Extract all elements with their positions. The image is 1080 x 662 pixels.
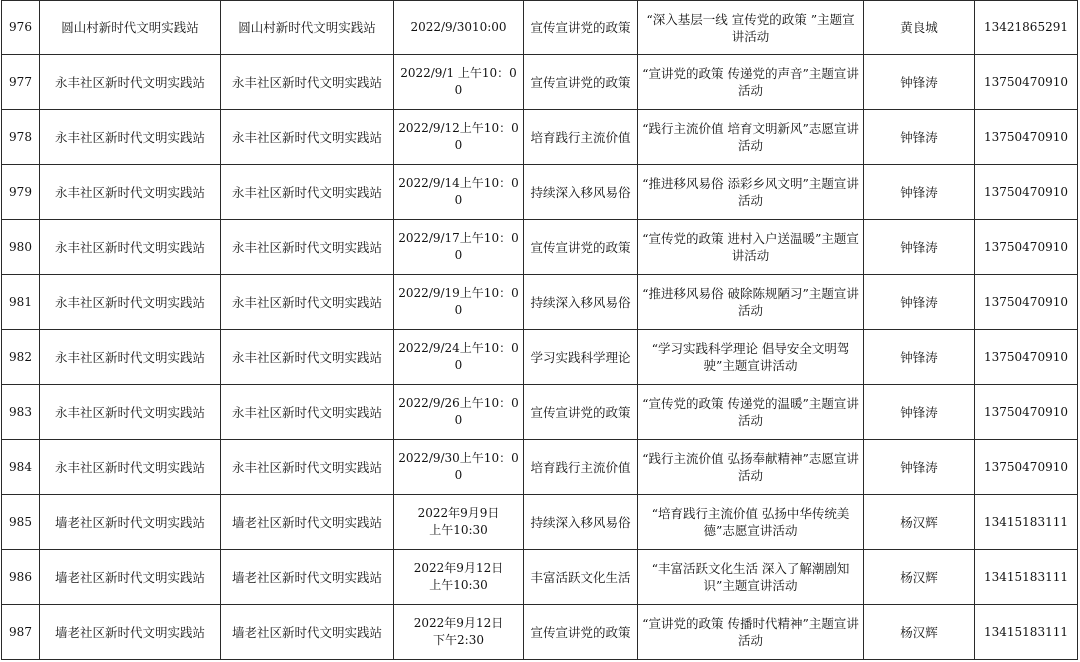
- table-row: [2, 110, 1078, 165]
- cell-station: 永丰社区新时代文明实践站: [40, 385, 221, 440]
- table-row: [2, 165, 1078, 220]
- cell-venue: 墙老社区新时代文明实践站: [221, 495, 394, 550]
- cell-time: [394, 220, 524, 275]
- cell-phone: 13750470910: [975, 110, 1078, 165]
- cell-station: 永丰社区新时代文明实践站: [40, 275, 221, 330]
- cell-no: 985: [2, 495, 40, 550]
- cell-no: 983: [2, 385, 40, 440]
- cell-phone: 13750470910: [975, 220, 1078, 275]
- cell-no: 984: [2, 440, 40, 495]
- cell-time-date: 2022年9月12日: [413, 616, 504, 630]
- cell-contact: 黄良城: [864, 1, 975, 55]
- cell-activity: “推进移风易俗 添彩乡风文明”主题宣讲活动: [638, 165, 864, 220]
- cell-contact: 钟锋涛: [864, 275, 975, 330]
- cell-time: [394, 440, 524, 495]
- cell-no: 982: [2, 330, 40, 385]
- cell-no: 986: [2, 550, 40, 605]
- cell-activity: “践行主流价值 弘扬奉献精神”志愿宣讲活动: [638, 440, 864, 495]
- cell-time-date: 2022/9/24上午10：00: [398, 341, 519, 372]
- cell-station: 墙老社区新时代文明实践站: [40, 550, 221, 605]
- cell-station: 永丰社区新时代文明实践站: [40, 110, 221, 165]
- cell-time-date: 2022年9月12日: [413, 561, 504, 575]
- cell-venue: 永丰社区新时代文明实践站: [221, 165, 394, 220]
- cell-venue: 永丰社区新时代文明实践站: [221, 330, 394, 385]
- cell-time: [394, 605, 524, 660]
- cell-phone: 13750470910: [975, 275, 1078, 330]
- cell-no: 977: [2, 55, 40, 110]
- cell-time-date: 2022/9/17上午10：00: [398, 231, 519, 262]
- cell-venue: 永丰社区新时代文明实践站: [221, 110, 394, 165]
- cell-time-date: 2022/9/3010:00: [410, 20, 507, 34]
- cell-station: 永丰社区新时代文明实践站: [40, 330, 221, 385]
- cell-category: 持续深入移风易俗: [524, 165, 638, 220]
- table-row: [2, 1, 1078, 55]
- cell-venue: 圆山村新时代文明实践站: [221, 1, 394, 55]
- cell-activity: “宣传党的政策 传递党的温暖”主题宣讲活动: [638, 385, 864, 440]
- table-row: [2, 495, 1078, 550]
- cell-time-clock: 上午10:30: [429, 578, 488, 592]
- cell-phone: 13421865291: [975, 1, 1078, 55]
- cell-time: [394, 165, 524, 220]
- cell-time-clock: 上午10:30: [429, 523, 488, 537]
- cell-time-date: 2022/9/14上午10：00: [398, 176, 519, 207]
- cell-time-date: 2022/9/19上午10：00: [398, 286, 519, 317]
- cell-venue: 永丰社区新时代文明实践站: [221, 275, 394, 330]
- activity-table: [1, 0, 1078, 660]
- cell-activity: “推进移风易俗 破除陈规陋习”主题宣讲活动: [638, 275, 864, 330]
- cell-phone: 13415183111: [975, 550, 1078, 605]
- cell-category: 培育践行主流价值: [524, 440, 638, 495]
- table-row: [2, 330, 1078, 385]
- cell-no: 980: [2, 220, 40, 275]
- cell-station: 墙老社区新时代文明实践站: [40, 495, 221, 550]
- cell-no: 979: [2, 165, 40, 220]
- cell-phone: 13750470910: [975, 55, 1078, 110]
- cell-station: 永丰社区新时代文明实践站: [40, 55, 221, 110]
- cell-category: 学习实践科学理论: [524, 330, 638, 385]
- cell-time-date: 2022/9/1 上午10：00: [400, 66, 517, 97]
- cell-time: [394, 55, 524, 110]
- cell-contact: 钟锋涛: [864, 440, 975, 495]
- cell-time: [394, 275, 524, 330]
- cell-time-date: 2022/9/26上午10：00: [398, 396, 519, 427]
- cell-time-clock: 下午2:30: [433, 633, 484, 647]
- cell-activity: “深入基层一线 宣传党的政策 ”主题宣讲活动: [638, 1, 864, 55]
- cell-phone: 13750470910: [975, 330, 1078, 385]
- cell-category: 丰富活跃文化生活: [524, 550, 638, 605]
- cell-station: 圆山村新时代文明实践站: [40, 1, 221, 55]
- table-row: [2, 275, 1078, 330]
- cell-time: [394, 1, 524, 55]
- table-row: [2, 550, 1078, 605]
- cell-phone: 13750470910: [975, 440, 1078, 495]
- cell-time: [394, 385, 524, 440]
- cell-category: 宣传宣讲党的政策: [524, 220, 638, 275]
- cell-time: [394, 550, 524, 605]
- cell-activity: “宣讲党的政策 传播时代精神”主题宣讲活动: [638, 605, 864, 660]
- cell-category: 宣传宣讲党的政策: [524, 1, 638, 55]
- cell-time: [394, 110, 524, 165]
- cell-venue: 永丰社区新时代文明实践站: [221, 220, 394, 275]
- cell-no: 981: [2, 275, 40, 330]
- cell-category: 宣传宣讲党的政策: [524, 605, 638, 660]
- cell-no: 987: [2, 605, 40, 660]
- cell-contact: 钟锋涛: [864, 330, 975, 385]
- table-row: [2, 440, 1078, 495]
- cell-time: [394, 495, 524, 550]
- cell-activity: “学习实践科学理论 倡导安全文明驾驶”主题宣讲活动: [638, 330, 864, 385]
- cell-contact: 钟锋涛: [864, 110, 975, 165]
- cell-venue: 墙老社区新时代文明实践站: [221, 605, 394, 660]
- cell-activity: “培育践行主流价值 弘扬中华传统美德”志愿宣讲活动: [638, 495, 864, 550]
- cell-category: 持续深入移风易俗: [524, 275, 638, 330]
- cell-station: 永丰社区新时代文明实践站: [40, 165, 221, 220]
- cell-station: 墙老社区新时代文明实践站: [40, 605, 221, 660]
- cell-contact: 杨汉辉: [864, 495, 975, 550]
- cell-category: 宣传宣讲党的政策: [524, 55, 638, 110]
- cell-phone: 13415183111: [975, 605, 1078, 660]
- cell-station: 永丰社区新时代文明实践站: [40, 220, 221, 275]
- cell-contact: 钟锋涛: [864, 165, 975, 220]
- table-row: [2, 220, 1078, 275]
- cell-activity: “丰富活跃文化生活 深入了解潮剧知识”主题宣讲活动: [638, 550, 864, 605]
- cell-phone: 13750470910: [975, 385, 1078, 440]
- cell-contact: 杨汉辉: [864, 550, 975, 605]
- cell-category: 培育践行主流价值: [524, 110, 638, 165]
- cell-phone: 13750470910: [975, 165, 1078, 220]
- cell-category: 持续深入移风易俗: [524, 495, 638, 550]
- cell-activity: “践行主流价值 培育文明新风”志愿宣讲活动: [638, 110, 864, 165]
- table-row: [2, 385, 1078, 440]
- cell-phone: 13415183111: [975, 495, 1078, 550]
- cell-contact: 钟锋涛: [864, 220, 975, 275]
- cell-contact: 杨汉辉: [864, 605, 975, 660]
- cell-venue: 永丰社区新时代文明实践站: [221, 440, 394, 495]
- cell-no: 978: [2, 110, 40, 165]
- cell-station: 永丰社区新时代文明实践站: [40, 440, 221, 495]
- cell-category: 宣传宣讲党的政策: [524, 385, 638, 440]
- cell-venue: 墙老社区新时代文明实践站: [221, 550, 394, 605]
- table-row: [2, 605, 1078, 660]
- cell-activity: “宣传党的政策 进村入户送温暖”主题宣讲活动: [638, 220, 864, 275]
- cell-time-date: 2022/9/30上午10：00: [398, 451, 519, 482]
- cell-venue: 永丰社区新时代文明实践站: [221, 385, 394, 440]
- cell-time-date: 2022/9/12上午10：00: [398, 121, 519, 152]
- cell-contact: 钟锋涛: [864, 385, 975, 440]
- table-row: [2, 55, 1078, 110]
- cell-no: 976: [2, 1, 40, 55]
- cell-time: [394, 330, 524, 385]
- cell-contact: 钟锋涛: [864, 55, 975, 110]
- cell-venue: 永丰社区新时代文明实践站: [221, 55, 394, 110]
- cell-time-date: 2022年9月9日: [417, 506, 500, 520]
- cell-activity: “宣讲党的政策 传递党的声音”主题宣讲活动: [638, 55, 864, 110]
